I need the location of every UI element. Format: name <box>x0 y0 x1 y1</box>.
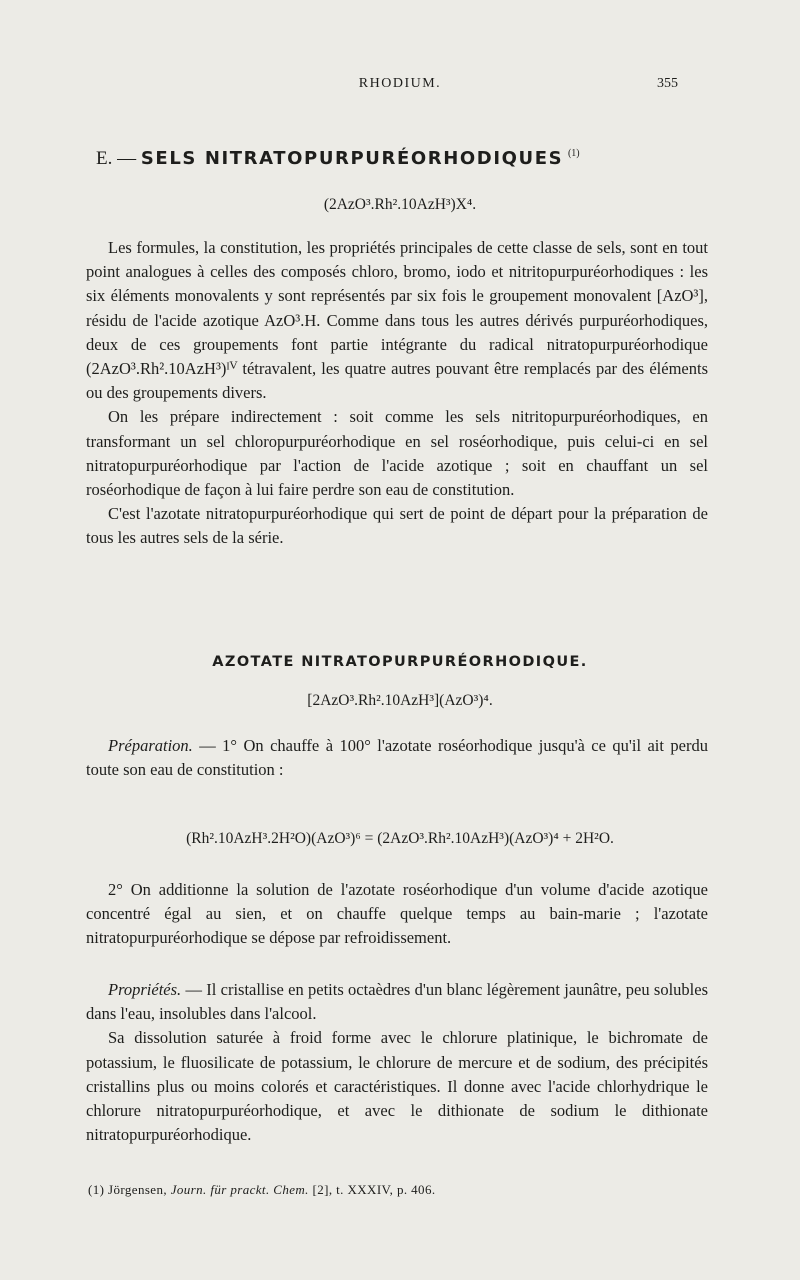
reaction-equation: (Rh².10AzH³.2H²O)(AzO³)⁶ = (2AzO³.Rh².10AzH³)(AzO³)⁴ + 2H²O. <box>186 830 614 847</box>
properties-label: Propriétés. <box>108 980 182 999</box>
intro-paragraph: C'est l'azotate nitratopurpuréorhodique qui sert de point de départ pour la préparation de tous les autres sels de la série. <box>86 504 708 548</box>
footnote <box>88 1182 708 1198</box>
footnote-journal: Journ. für prackt. Chem. <box>170 1182 309 1197</box>
section-title: SELS NITRATOPURPURÉORHODIQUES <box>140 148 564 169</box>
running-title: RHODIUM. <box>358 76 442 91</box>
properties-paragraph <box>86 978 708 1026</box>
intro-text <box>86 236 708 551</box>
preparation-step-1: — 1° On chauffe à 100° l'azotate roséorhodique jusqu'à ce qu'il ait perdu toute son eau de constitution : <box>86 736 708 780</box>
page-number: 355 <box>657 76 678 91</box>
footnote-author: Jörgensen, <box>108 1182 168 1197</box>
subsection-formula: [2AzO³.Rh².10AzH³](AzO³)⁴. <box>307 692 493 709</box>
properties-text-1: — Il cristallise en petits octaèdres d'un blanc légèrement jaunâtre, peu solubles dans l'eau, insolubles dans l'alcool. <box>86 980 708 1024</box>
properties-text <box>86 978 708 1147</box>
preparation-label: Préparation. <box>108 736 193 755</box>
preparation-paragraph <box>86 734 708 782</box>
running-header <box>0 76 800 100</box>
section-letter: E. — <box>96 148 137 169</box>
properties-paragraph: Sa dissolution saturée à froid forme avec le chlorure platinique, le bichromate de potassium, le fluosilicate de potassium, le chlorure de mercure et de sodium, des précipités cristallins plus ou moins colorés et caractéristiques. Il donne avec l'acide chlorhydrique le chlorure nitratopurpuréorhodique, et avec le dithionate de sodium le dithionate nitratopurpuréorhodique. <box>86 1028 708 1145</box>
subsection-heading: AZOTATE NITRATOPURPURÉORHODIQUE. <box>212 654 588 670</box>
preparation-step-2: 2° On additionne la solution de l'azotate roséorhodique d'un volume d'acide azotique concentré égal au sien, et on chauffe quelque temps au bain-marie ; l'azotate nitratopurpuréorhodique se dépose par refroidissement. <box>86 880 708 948</box>
footnote-number: (1) <box>88 1182 105 1197</box>
section-heading <box>96 148 716 170</box>
footnote-mark: (1) <box>567 148 580 159</box>
section-formula: (2AzO³.Rh².10AzH³)X⁴. <box>323 196 477 213</box>
intro-paragraph: Les formules, la constitution, les propriétés principales de cette classe de sels, sont en tout point analogues à celles des composés chloro, bromo, iodo et nitritopurpuréorhodiques : les six éléments monovalents y sont représentés par six fois le groupement monovalent [AzO³], résidu de l'acide azotique AzO³.H. Comme dans tous les autres dérivés purpuréorhodiques, deux de ces groupements font partie intégrante du radical nitratopurpuréorhodique (2AzO³.Rh².10AzH³)ᴵⱽ tétravalent, les quatre autres pouvant être remplacés par des éléments ou des groupements divers. <box>86 238 708 403</box>
footnote-reference: [2], t. XXXIV, p. 406. <box>312 1182 436 1197</box>
preparation-step-2-block <box>86 878 708 951</box>
preparation-text <box>86 734 708 782</box>
intro-paragraph: On les prépare indirectement : soit comme les sels nitritopurpuréorhodiques, en transformant un sel chloropurpuréorhodique en sel roséorhodique, puis celui-ci en sel nitratopurpuréorhodique par l'action de l'acide azotique ; soit en chauffant un sel roséorhodique de façon à lui faire perdre son eau de constitution. <box>86 407 708 500</box>
